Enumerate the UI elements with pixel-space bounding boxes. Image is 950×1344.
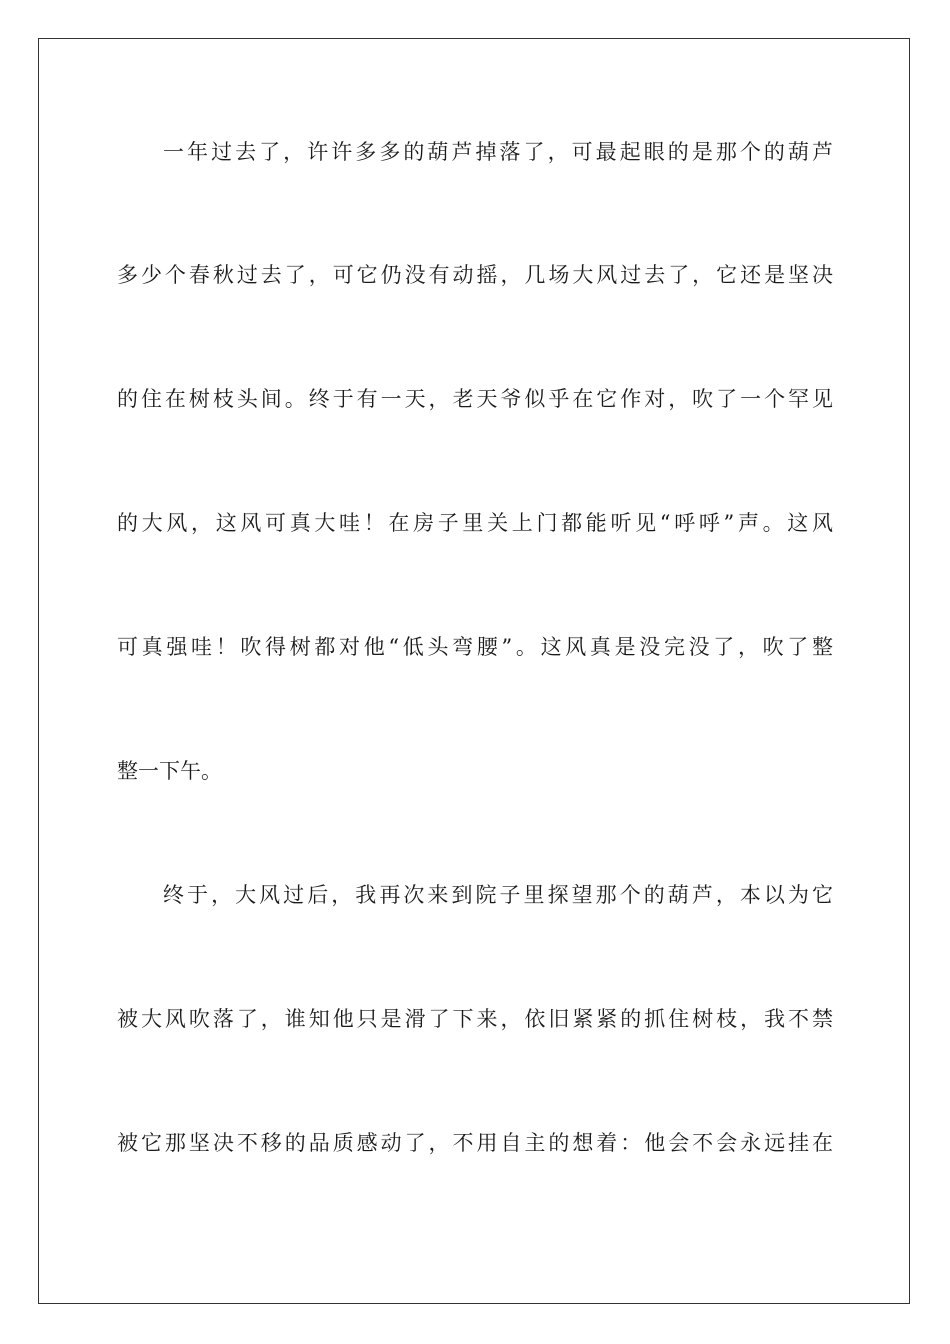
- paragraph-1-line-5: 可真强哇！吹得树都对他“低头弯腰”。这风真是没完没了，吹了整: [117, 635, 833, 659]
- page-border: [38, 38, 910, 1304]
- paragraph-1-line-4: 的大风，这风可真大哇！在房子里关上门都能听见“呼呼”声。这风: [117, 511, 833, 535]
- paragraph-1-line-6: 整一下午。: [117, 759, 222, 783]
- paragraph-2-line-3: 被它那坚决不移的品质感动了，不用自主的想着：他会不会永远挂在: [117, 1131, 833, 1155]
- paragraph-1-line-1: 一年过去了，许许多多的葫芦掉落了，可最起眼的是那个的葫芦: [163, 140, 833, 164]
- paragraph-1-line-2: 多少个春秋过去了，可它仍没有动摇，几场大风过去了，它还是坚决: [117, 263, 833, 287]
- paragraph-1-line-3: 的住在树枝头间。终于有一天，老天爷似乎在它作对，吹了一个罕见: [117, 387, 833, 411]
- paragraph-2-line-2: 被大风吹落了，谁知他只是滑了下来，依旧紧紧的抓住树枝，我不禁: [117, 1007, 833, 1031]
- paragraph-2-line-1: 终于，大风过后，我再次来到院子里探望那个的葫芦，本以为它: [163, 883, 833, 907]
